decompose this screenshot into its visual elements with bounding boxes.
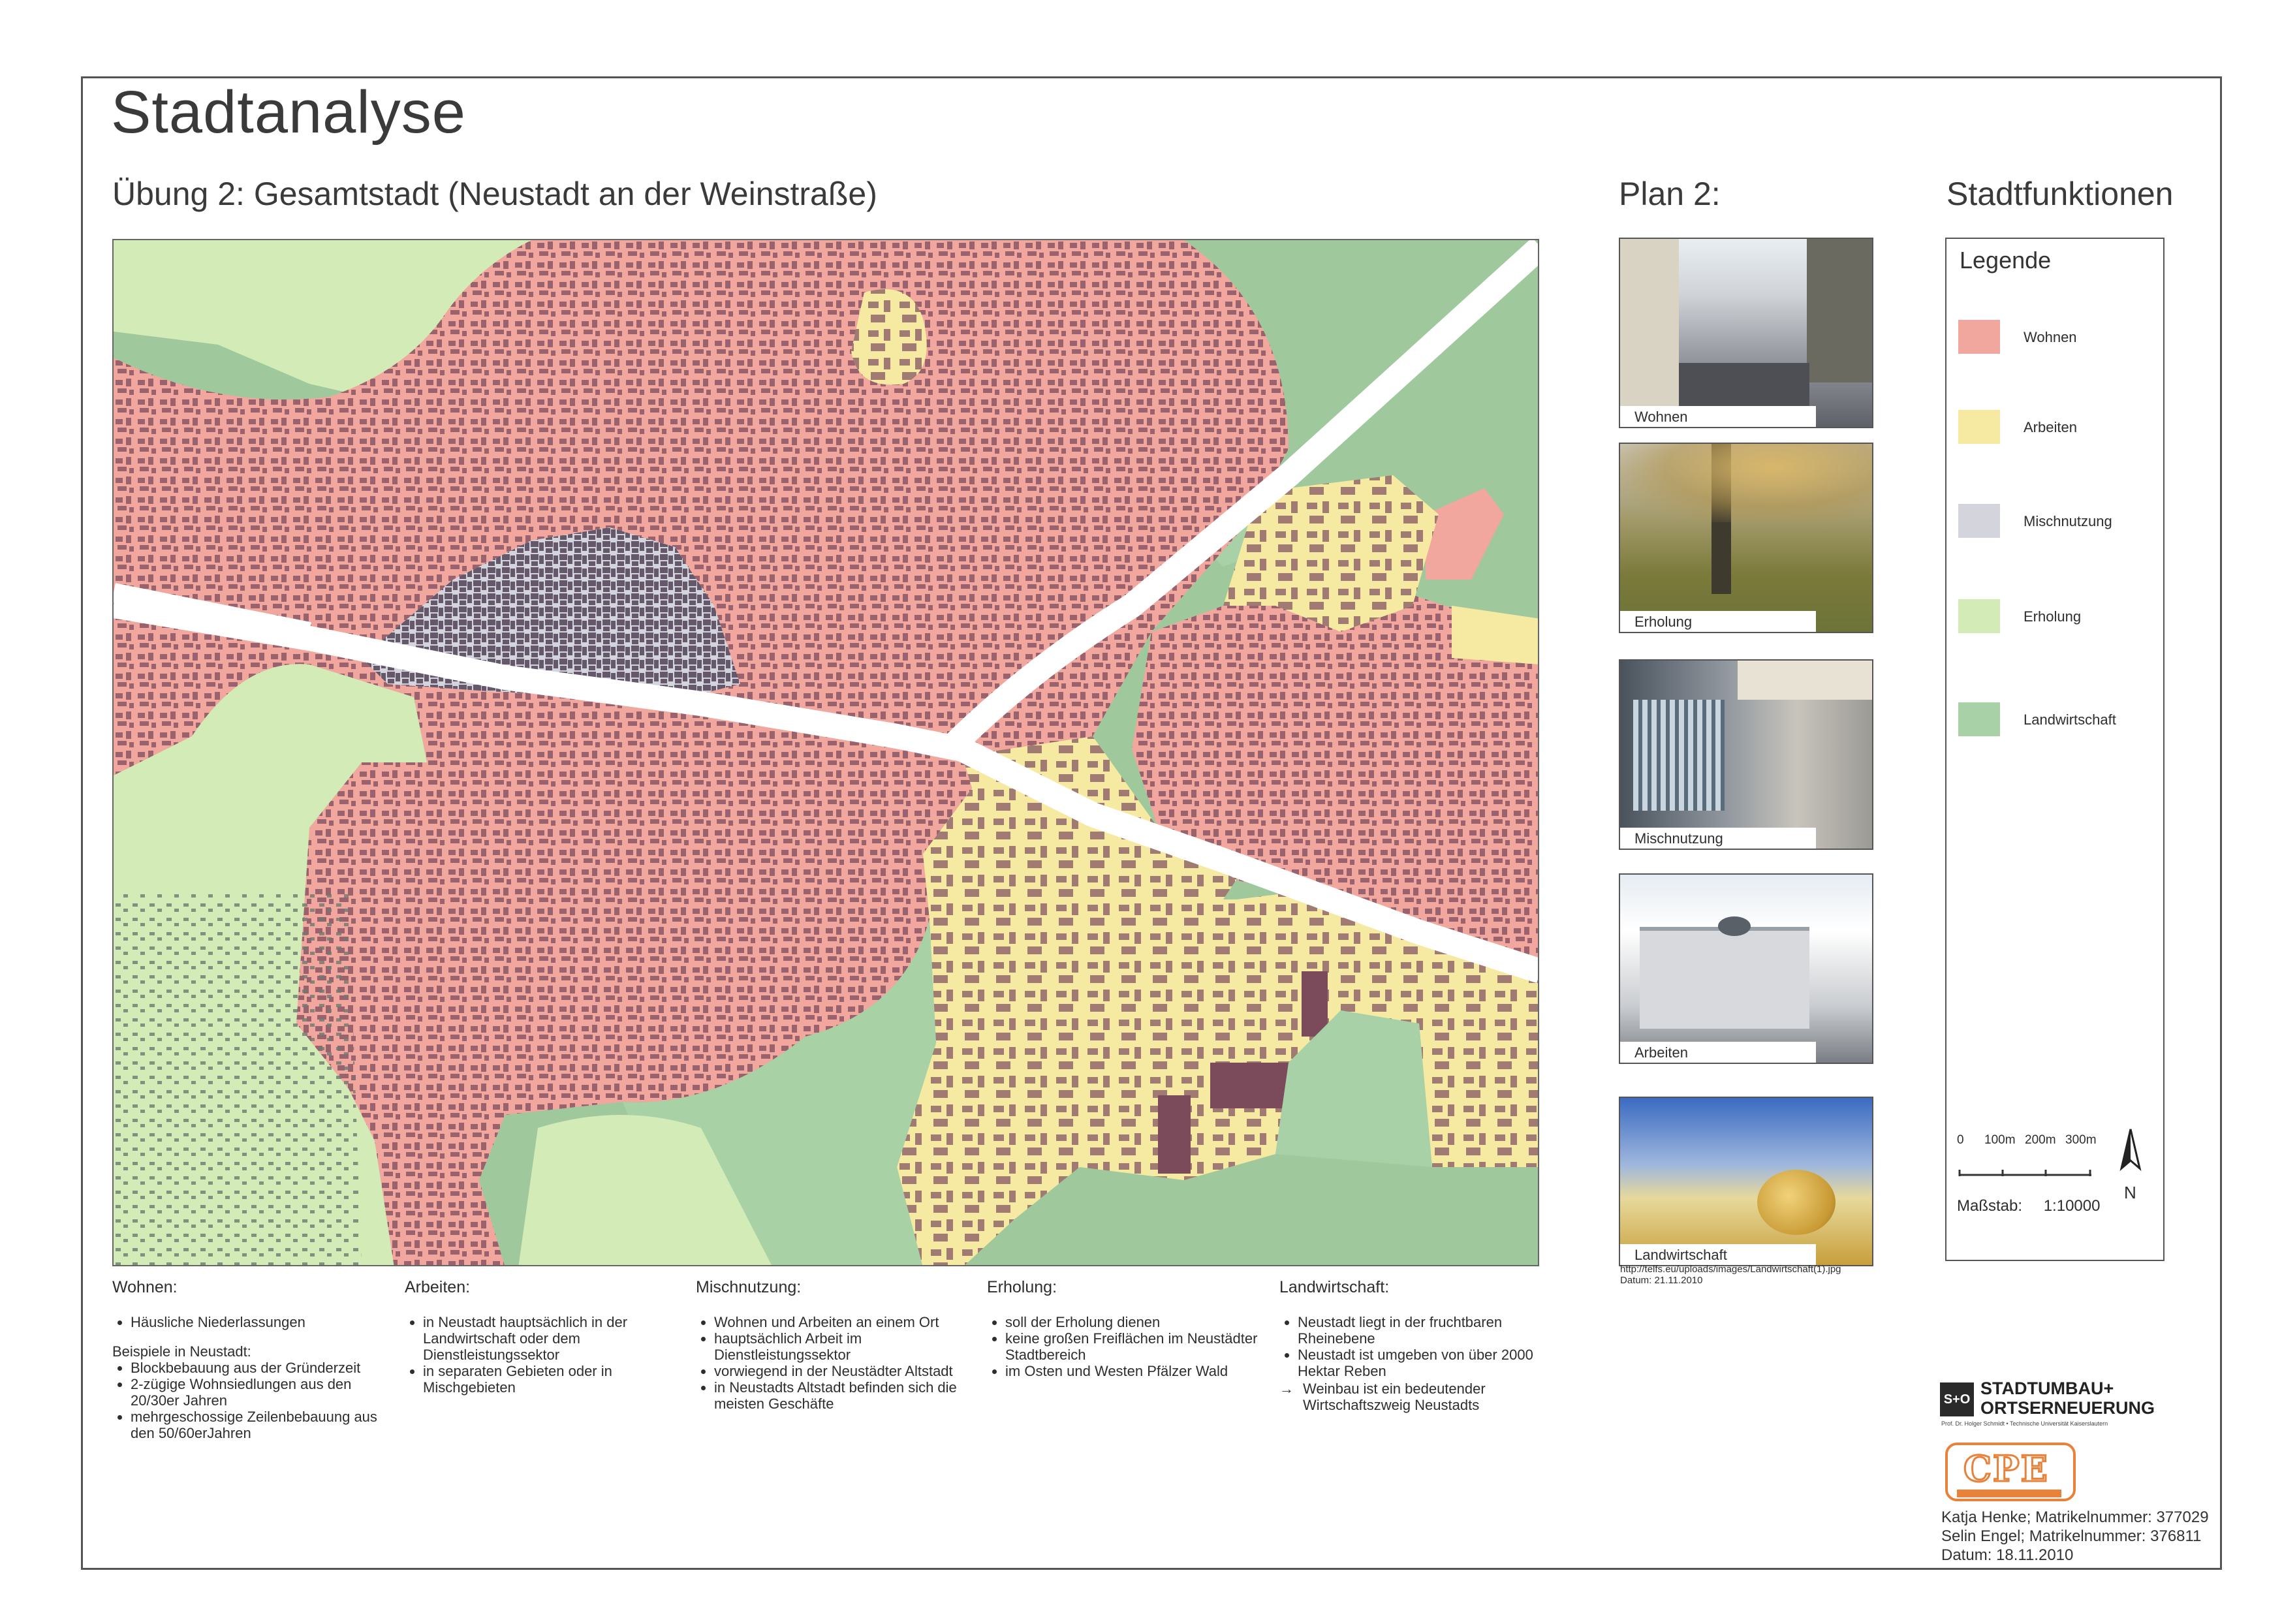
photo-source-url: http://telfs.eu/uploads/images/Landwirtschaft(1).jpg (1620, 1264, 1841, 1275)
desc-arrow-note-text: Weinbau ist ein bedeutender Wirtschaftszweig Neustadts (1303, 1381, 1486, 1413)
scale-ratio-label: Maßstab: (1957, 1197, 2023, 1215)
plan-label: Plan 2: (1619, 176, 1721, 212)
scale-ratio (1957, 1197, 2100, 1215)
desc-list-arbeiten (405, 1314, 679, 1396)
list-item: • in Neustadts Altstadt befinden sich die meisten Geschäfte (714, 1379, 970, 1412)
list-item: • in Neustadt hauptsächlich in der Landwirtschaft oder dem Dienstleistungssektor (423, 1314, 679, 1363)
cpe-logo (1945, 1443, 2076, 1501)
list-item: • in separaten Gebieten oder in Mischgebieten (423, 1363, 679, 1396)
scale-label-100: 100m (1984, 1133, 2016, 1147)
photo-label-mischnutzung: Mischnutzung (1620, 828, 1816, 849)
legend-label-wohnen: Wohnen (2024, 329, 2077, 345)
desc-landwirtschaft (1279, 1279, 1554, 1413)
legend-swatch-wohnen (1958, 320, 2000, 354)
stadtumbau-logo (1940, 1377, 2162, 1429)
legend-title: Legende (1960, 247, 2052, 273)
stadtumbau-logo-box: S+O (1940, 1382, 1974, 1416)
list-item: • Neustadt liegt in der fruchtbaren Rheinebene (1298, 1314, 1554, 1347)
desc-heading-wohnen: Wohnen: (112, 1278, 178, 1296)
desc-erholung (987, 1279, 1261, 1379)
author-date: Datum: 18.11.2010 (1941, 1546, 2074, 1564)
photo-label-wohnen: Wohnen (1620, 406, 1816, 427)
list-item: • vorwiegend in der Neustädter Altstadt (714, 1363, 970, 1379)
list-item: • keine großen Freiflächen im Neustädter Stadtbereich (1005, 1330, 1261, 1363)
list-item: • im Osten und Westen Pfälzer Wald (1005, 1363, 1261, 1379)
scale-ratio-value: 1:10000 (2043, 1197, 2101, 1215)
legend-label-arbeiten: Arbeiten (2024, 419, 2077, 435)
list-item: • Blockbebauung aus der Gründerzeit (131, 1360, 386, 1376)
photo-label-arbeiten: Arbeiten (1620, 1042, 1816, 1063)
map-graphic (114, 240, 1539, 1266)
desc-wohnen (112, 1279, 386, 1441)
legend-swatch-mischnutzung (1958, 504, 2000, 538)
arrow-right-icon: → (1279, 1381, 1294, 1397)
list-item: • Neustadt ist umgeben von über 2000 Hektar Reben (1298, 1347, 1554, 1379)
scale-label-300: 300m (2065, 1133, 2097, 1147)
scale-label-0: 0 (1957, 1133, 1964, 1147)
legend-label-mischnutzung: Mischnutzung (2024, 513, 2112, 529)
photo-erholung (1619, 443, 1873, 633)
desc-list-wohnen (112, 1314, 386, 1330)
desc-list-erholung (987, 1314, 1261, 1379)
land-use-map (112, 239, 1539, 1266)
cpe-logo-text: CPE (1963, 1448, 2049, 1490)
stadtumbau-logo-text: STADTUMBAU+ ORTSERNEUERUNG (1980, 1379, 2155, 1418)
desc-heading-erholung: Erholung: (987, 1278, 1057, 1296)
photo-label-erholung: Erholung (1620, 611, 1816, 632)
list-item: • Häusliche Niederlassungen (131, 1314, 386, 1330)
legend-swatch-landwirtschaft (1958, 702, 2000, 736)
legend-swatch-arbeiten (1958, 410, 2000, 444)
desc-list-landwirtschaft (1279, 1314, 1554, 1379)
legend-label-erholung: Erholung (2024, 608, 2082, 625)
authors-block (1941, 1508, 2209, 1565)
list-item: • hauptsächlich Arbeit im Dienstleistungssektor (714, 1330, 970, 1363)
desc-examples-heading: Beispiele in Neustadt: (112, 1343, 251, 1360)
list-item: • soll der Erholung dienen (1005, 1314, 1261, 1330)
legend-label-landwirtschaft: Landwirtschaft (2024, 711, 2116, 728)
desc-arrow-note (1279, 1381, 1554, 1413)
cpe-logo-bar (1957, 1490, 2061, 1497)
photo-source-date: Datum: 21.11.2010 (1620, 1275, 1703, 1286)
desc-examples-list (112, 1360, 386, 1441)
functions-heading: Stadtfunktionen (1946, 176, 2174, 212)
desc-heading-mischnutzung: Mischnutzung: (696, 1278, 802, 1296)
north-label: N (2124, 1183, 2136, 1202)
scale-bar (1957, 1133, 2153, 1205)
legend (1945, 238, 2165, 1261)
page-title: Stadtanalyse (111, 79, 466, 146)
photo-mischnutzung (1619, 659, 1873, 850)
photo-arbeiten (1619, 873, 1873, 1064)
desc-arbeiten (405, 1279, 679, 1396)
page-subtitle: Übung 2: Gesamtstadt (Neustadt an der Weinstraße) (112, 176, 877, 212)
desc-mischnutzung (696, 1279, 970, 1412)
photo-label-landwirtschaft: Landwirtschaft (1620, 1244, 1816, 1265)
photo-wohnen (1619, 238, 1873, 428)
scale-label-200: 200m (2025, 1133, 2056, 1147)
photo-source (1620, 1264, 1841, 1286)
list-item: • 2-zügige Wohnsiedlungen aus den 20/30er Jahren (131, 1376, 386, 1409)
legend-swatch-erholung (1958, 599, 2000, 633)
author-line-1: Katja Henke; Matrikelnummer: 377029 (1941, 1508, 2209, 1526)
desc-heading-arbeiten: Arbeiten: (405, 1278, 471, 1296)
author-line-2: Selin Engel; Matrikelnummer: 376811 (1941, 1527, 2202, 1545)
desc-list-mischnutzung (696, 1314, 970, 1412)
list-item: • mehrgeschossige Zeilenbebauung aus den 50/60erJahren (131, 1409, 386, 1441)
desc-heading-landwirtschaft: Landwirtschaft: (1279, 1278, 1390, 1296)
stadtumbau-logo-subtext: Prof. Dr. Holger Schmidt • Technische Universität Kaiserslautern (1941, 1420, 2108, 1427)
photo-landwirtschaft (1619, 1097, 1873, 1266)
list-item: • Wohnen und Arbeiten an einem Ort (714, 1314, 970, 1330)
